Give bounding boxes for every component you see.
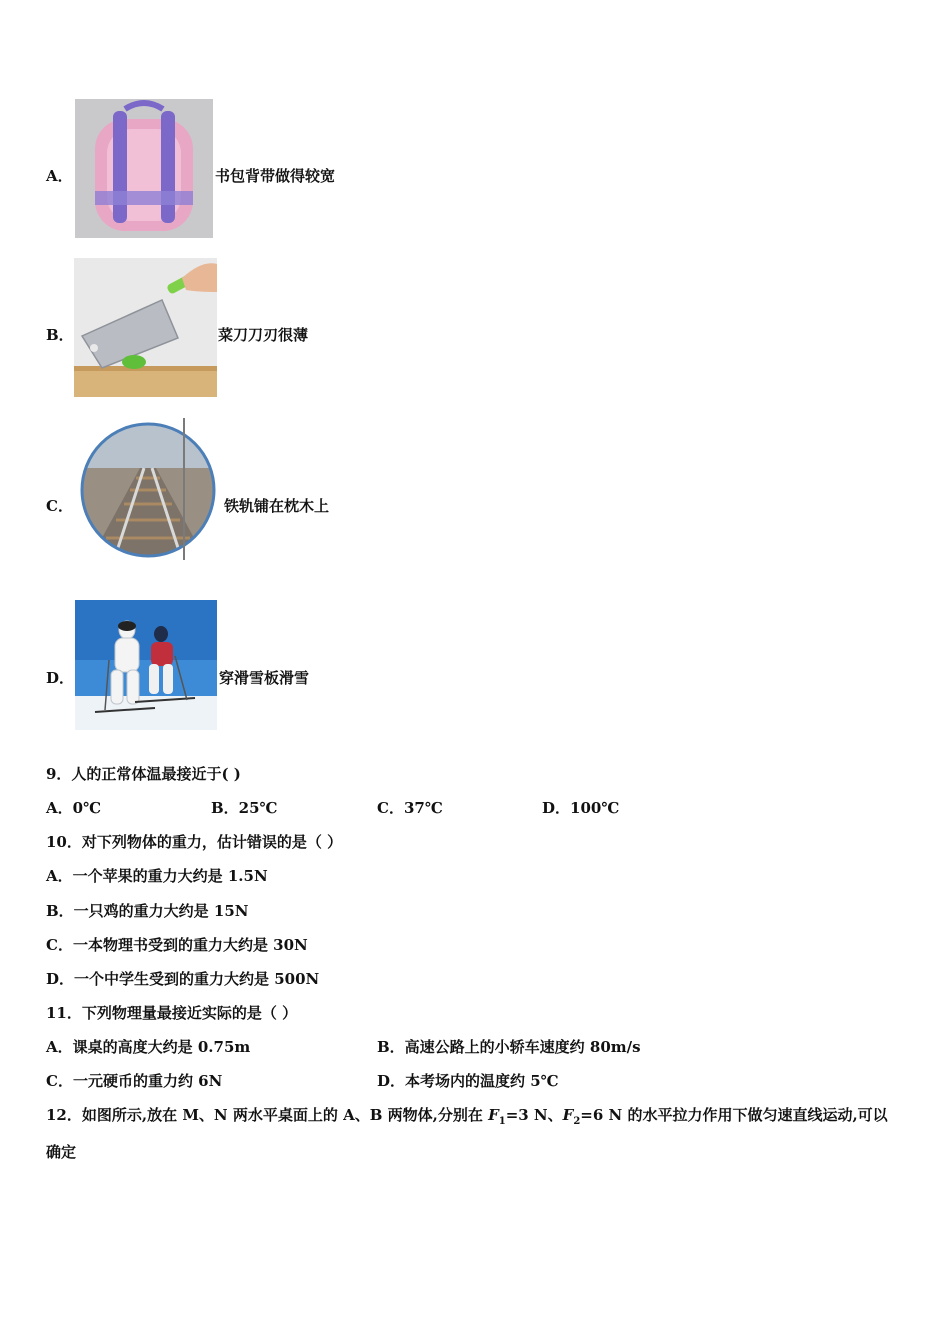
q9-option-c: C．37℃ — [377, 799, 443, 817]
q11-option-d: D．本考场内的温度约 5℃ — [377, 1072, 559, 1090]
q11-option-a: A．课桌的高度大约是 0.75m — [46, 1038, 251, 1056]
option-b-label: B． — [46, 326, 74, 344]
q12-f2-sub: 2 — [573, 1116, 581, 1127]
q9-option-a: A．0℃ — [46, 799, 102, 817]
q11-option-b: B．高速公路上的小轿车速度约 80m/s — [377, 1038, 641, 1056]
skiers-image — [75, 600, 217, 730]
option-d-label: D． — [46, 669, 75, 687]
backpack-image — [75, 99, 213, 238]
option-d-text: 穿滑雪板滑雪 — [219, 669, 310, 687]
cleaver-image — [74, 258, 217, 397]
q9-stem: 9．人的正常体温最接近于( ) — [46, 765, 241, 783]
q11-option-c: C．一元硬币的重力约 6N — [46, 1072, 223, 1090]
railway-track-image — [80, 418, 220, 560]
q12-f1-var: F — [488, 1106, 499, 1124]
q9-option-b: B．25℃ — [211, 799, 278, 817]
q10-option-d: D．一个中学生受到的重力大约是 500N — [46, 970, 320, 988]
q10-option-a: A．一个苹果的重力大约是 1.5N — [46, 867, 268, 885]
option-c-text: 铁轨铺在枕木上 — [224, 497, 330, 515]
option-b-text: 菜刀刀刃很薄 — [218, 326, 309, 344]
q10-option-c: C．一本物理书受到的重力大约是 30N — [46, 936, 308, 954]
option-a-label: A． — [46, 167, 73, 185]
q9-option-d: D．100℃ — [542, 799, 620, 817]
q10-stem: 10．对下列物体的重力，估计错误的是（ ） — [46, 833, 343, 851]
option-c-label: C． — [46, 497, 73, 515]
q12-stem — [46, 1104, 888, 1127]
q11-stem: 11．下列物理量最接近实际的是（ ） — [46, 1004, 298, 1022]
q10-option-b: B．一只鸡的重力大约是 15N — [46, 902, 249, 920]
q12-f1-sub: 1 — [498, 1116, 506, 1127]
option-a-text: 书包背带做得较宽 — [215, 167, 336, 185]
q12-stem-part1: 12．如图所示,放在 M、N 两水平桌面上的 A、B 两物体,分别在 — [46, 1106, 489, 1124]
q12-f2-var: F — [562, 1106, 574, 1124]
q12-f2-value: =6 N 的水平拉力作用下做匀速直线运动,可以 — [580, 1106, 888, 1124]
q12-stem-line2: 确定 — [46, 1143, 77, 1161]
q12-f1-value: =3 N、 — [505, 1106, 563, 1124]
